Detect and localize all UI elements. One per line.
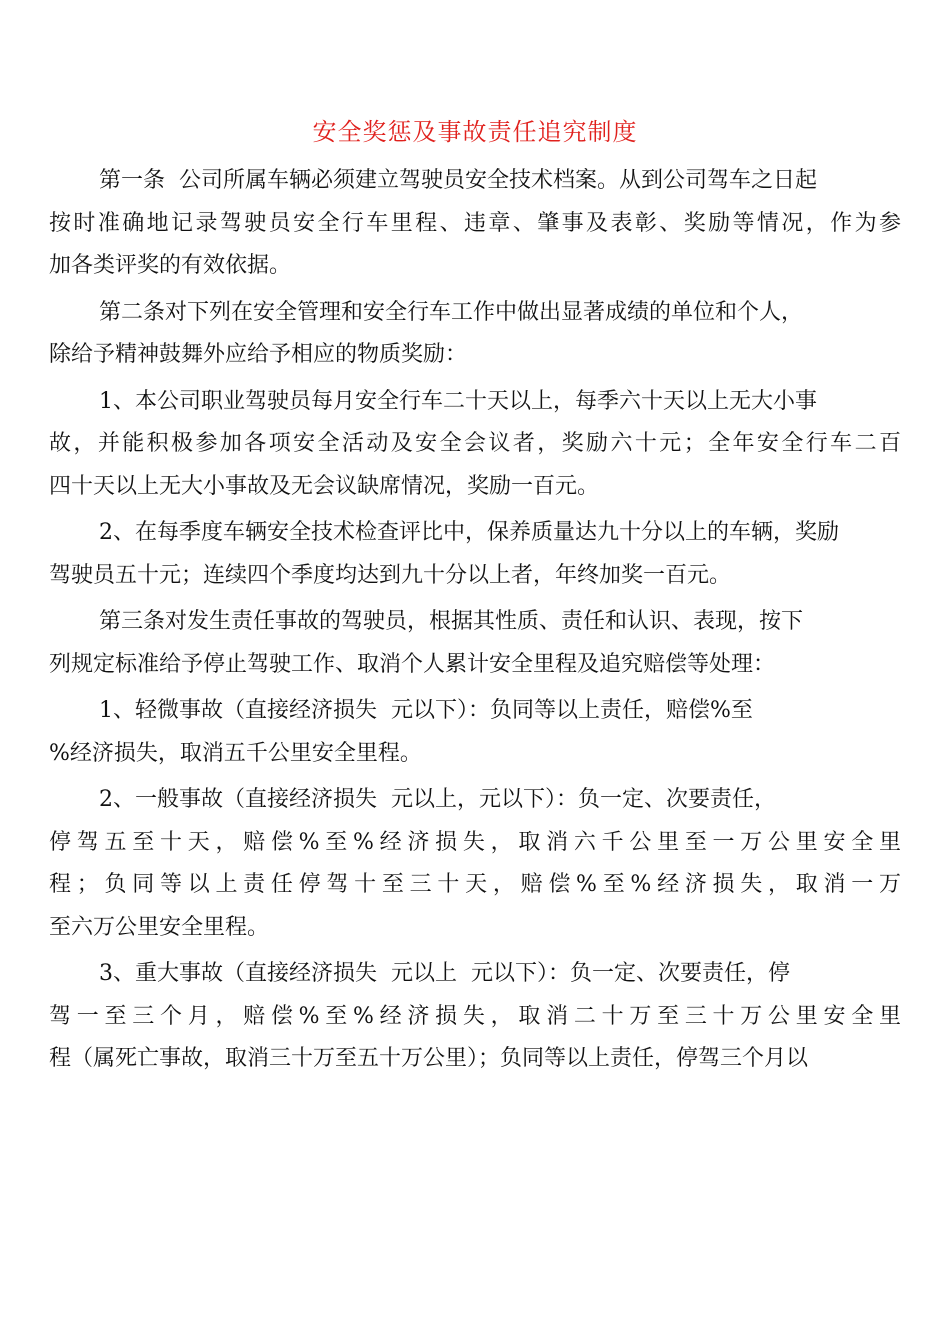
document-body: [49, 160, 901, 1081]
article-3-item-1-line-2: %经济损失，取消五千公里安全里程。: [49, 740, 422, 766]
article-2-item-2-line-2: 驾驶员五十元；连续四个季度均达到九十分以上者，年终加奖一百元。: [49, 562, 732, 588]
article-3-item-3-line-3: 程（属死亡事故，取消三十万至五十万公里）；负同等以上责任，停驾三个月以: [49, 1046, 809, 1071]
article-3-item-3-line-1: 3、重大事故（直接经济损失 元以上 元以下）：负一定、次要责任，停: [99, 961, 790, 986]
article-2-item-1-line-2: 故，并能积极参加各项安全活动及安全会议者，奖励六十元；全年安全行车二百: [49, 431, 901, 456]
article-1-line-3: 加各类评奖的有效依据。: [49, 253, 292, 278]
article-3-line-2: 列规定标准给予停止驾驶工作、取消个人累计安全里程及追究赔偿等处理：: [49, 651, 776, 677]
article-3-item-2-line-1: 2、一般事故（直接经济损失 元以上，元以下）：负一定、次要责任，: [99, 787, 776, 812]
article-2-item-1-line-1: 1、本公司职业驾驶员每月安全行车二十天以上，每季六十天以上无大小事: [99, 388, 817, 414]
article-3-item-2-line-2: 停驾五至十天，赔偿%至%经济损失，取消六千公里至一万公里安全里: [49, 829, 901, 855]
article-2-line-2: 除给予精神鼓舞外应给予相应的物质奖励：: [49, 342, 468, 367]
article-3-item-1-line-1: 1、轻微事故（直接经济损失 元以下）：负同等以上责任，赔偿%至: [99, 698, 753, 723]
article-3-item-2-line-3: 程；负同等以上责任停驾十至三十天，赔偿%至%经济损失，取消一万: [49, 872, 901, 897]
article-3-item-2-line-4: 至六万公里安全里程。: [49, 914, 270, 940]
article-3-line-1: 第三条对发生责任事故的驾驶员，根据其性质、责任和认识、表现，按下: [99, 609, 804, 634]
article-1-line-1: 第一条 公司所属车辆必须建立驾驶员安全技术档案。从到公司驾车之日起: [99, 168, 817, 193]
article-2-item-2-line-1: 2、在每季度车辆安全技术检查评比中，保养质量达九十分以上的车辆，奖励: [99, 520, 839, 545]
article-3-item-3-line-2: 驾一至三个月，赔偿%至%经济损失，取消二十万至三十万公里安全里: [49, 1003, 901, 1029]
article-1-line-2: 按时准确地记录驾驶员安全行车里程、违章、肇事及表彰、奖励等情况，作为参: [49, 210, 901, 236]
article-2-line-1: 第二条对下列在安全管理和安全行车工作中做出显著成绩的单位和个人，: [99, 299, 804, 325]
document-title: 安全奖惩及事故责任追究制度: [312, 118, 638, 146]
article-2-item-1-line-3: 四十天以上无大小事故及无会议缺席情况，奖励一百元。: [49, 473, 600, 499]
